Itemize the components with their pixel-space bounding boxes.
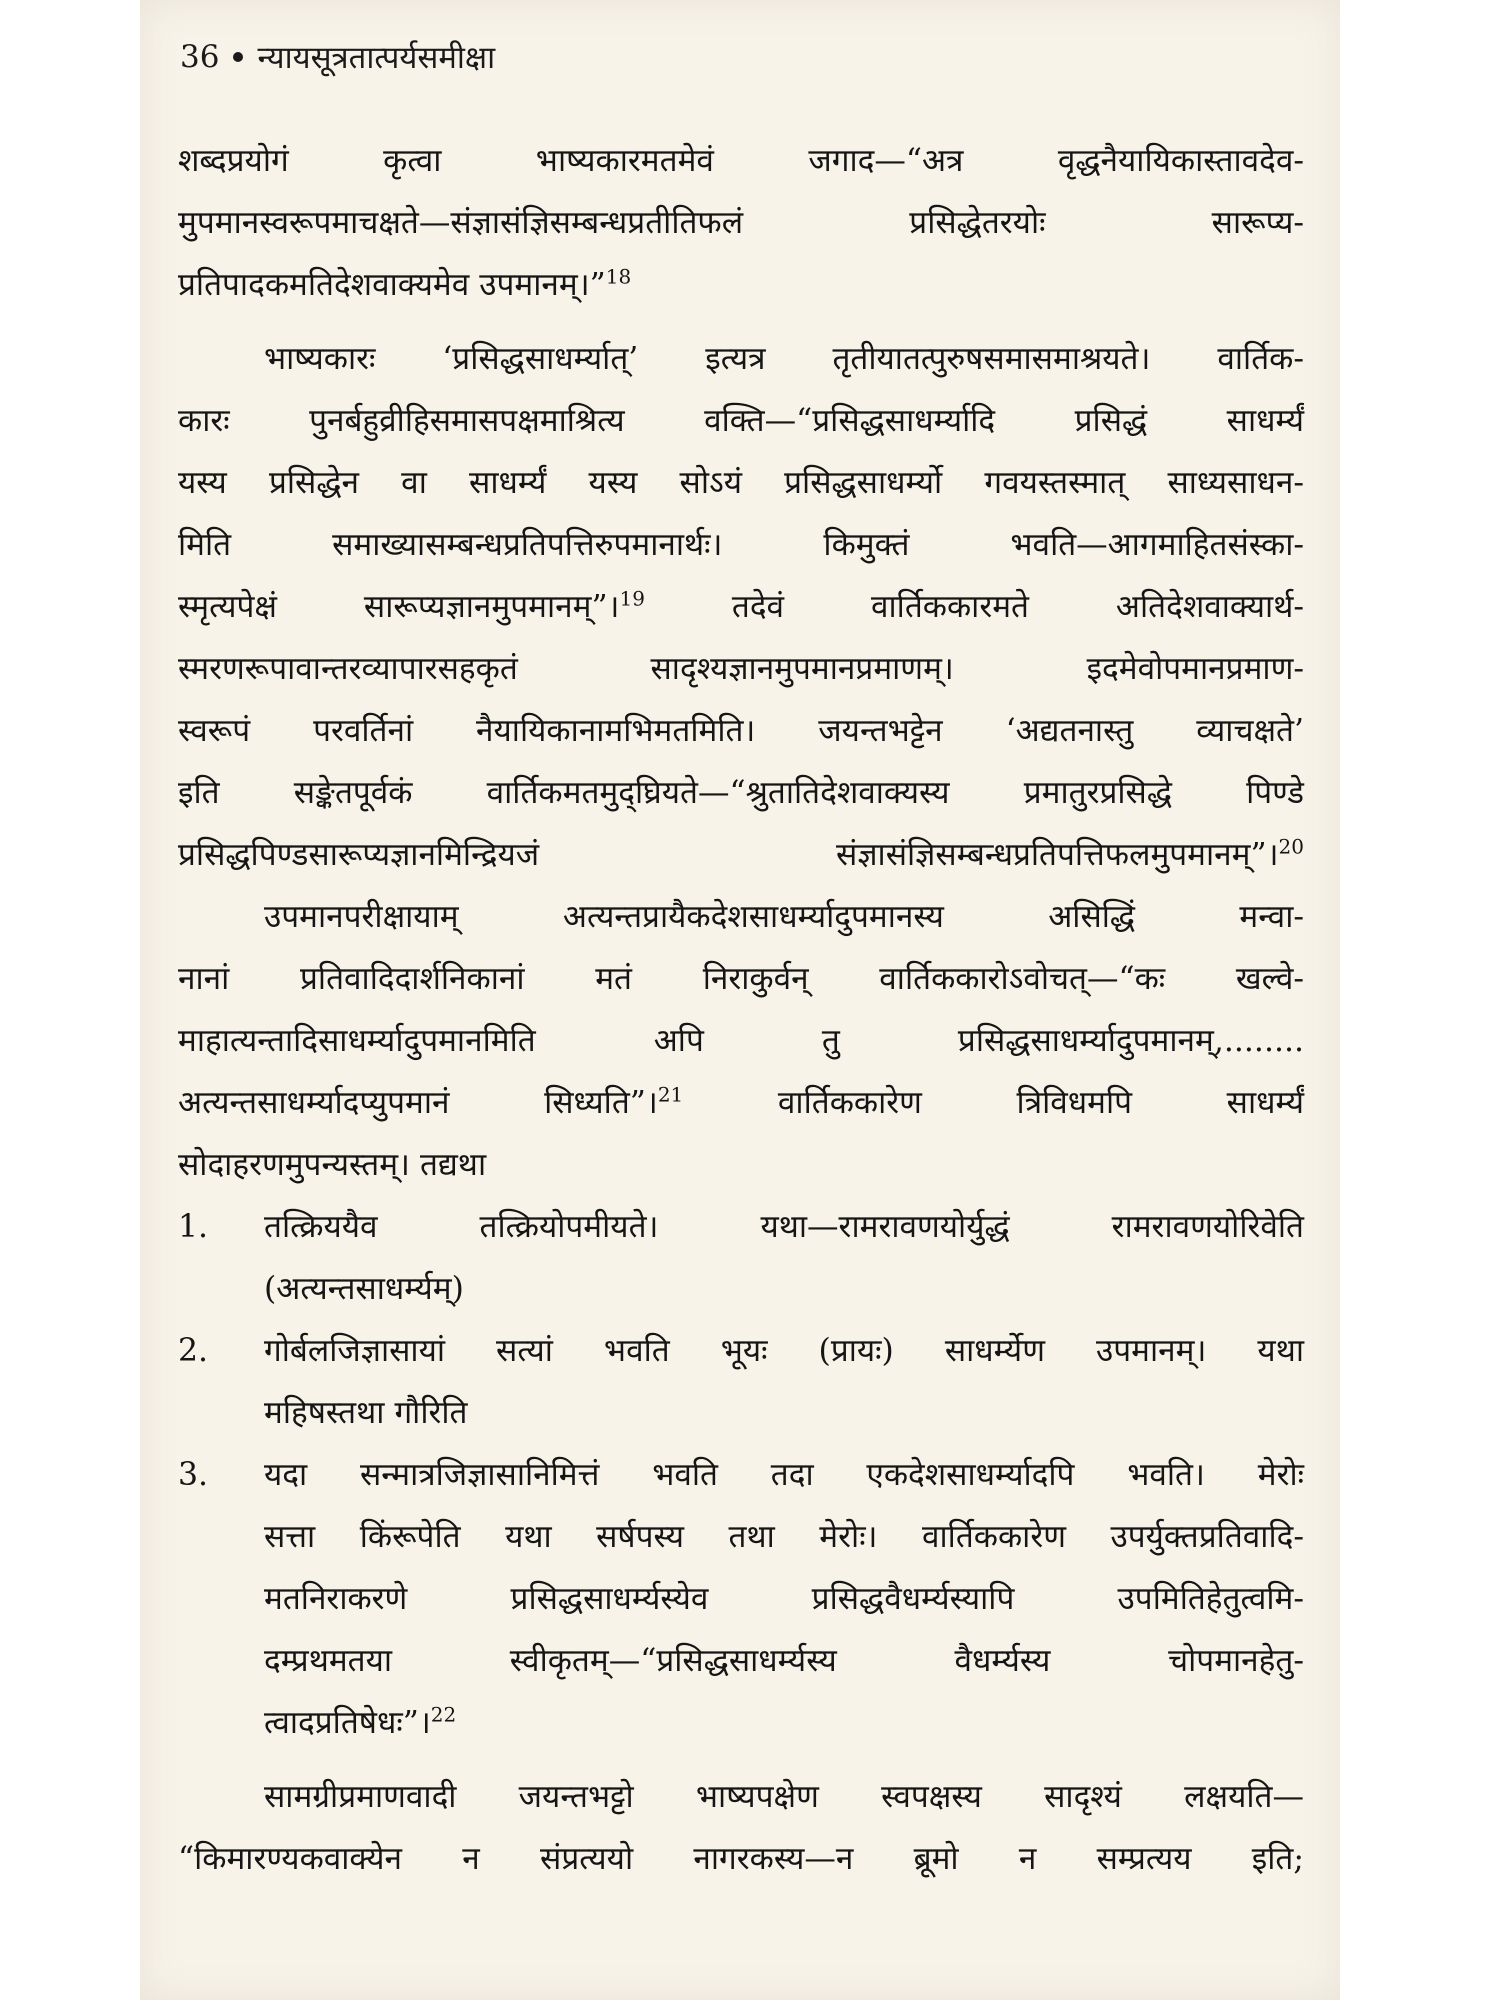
text-span: वार्तिककारेण त्रिविधमपि साधर्म्यं [683,1085,1304,1121]
page-number: 36 [180,39,220,75]
footnote-ref: 18 [605,264,632,289]
header-bullet [233,52,243,62]
paragraph-1 [178,130,1304,316]
text-line: सत्ता किंरूपेति यथा सर्षपस्य तथा मेरोः। वार्तिककारेण उपर्युक्तप्रतिवादि- [264,1519,1304,1555]
text-span: तदेवं वार्तिककारमते अतिदेशवाक्यार्थ- [644,589,1304,625]
text-line: शब्दप्रयोगं कृत्वा भाष्यकारमतमेवं जगाद—“अत्र वृद्धनैयायिकास्तावदेव- [178,143,1304,179]
paragraph-2 [178,328,1304,886]
text-line: मतनिराकरणे प्रसिद्धसाधर्म्यस्येव प्रसिद्धवैधर्म्यस्यापि उपमितिहेतुत्वमि- [264,1581,1304,1617]
text-line: माहात्यन्तादिसाधर्म्यादुपमानमिति अपि तु प्रसिद्धसाधर्म्यादुपमानम्,........ [178,1023,1304,1059]
list-number: 1. [178,1209,209,1245]
list-number: 3. [178,1457,209,1493]
text-line: तत्क्रिययैव तत्क्रियोपमीयते। यथा—रामरावणयोर्युद्धं रामरावणयोरिवेति [264,1209,1304,1245]
footnote-ref: 21 [657,1082,684,1107]
text-line: सोदाहरणमुपन्यस्तम्। तद्यथा [178,1147,487,1183]
footnote-ref: 20 [1278,834,1304,859]
text-line: स्मरणरूपावान्तरव्यापारसहकृतं सादृश्यज्ञानमुपमानप्रमाणम्। इदमेवोपमानप्रमाण- [178,651,1304,687]
text-line [178,576,1304,638]
text-span: प्रतिपादकमतिदेशवाक्यमेव उपमानम्।” [178,267,606,303]
text-line: इति सङ्केतपूर्वकं वार्तिकमतमुद्घ्रियते—“श्रुतातिदेशवाक्यस्य प्रमातुरप्रसिद्धे पिण्डे [178,775,1304,811]
text-line: यदा सन्मात्रजिज्ञासानिमित्तं भवति तदा एकदेशसाधर्म्यादपि भवति। मेरोः [264,1457,1304,1493]
text-line: सामग्रीप्रमाणवादी जयन्तभट्टो भाष्यपक्षेण स्वपक्षस्य सादृश्यं लक्षयति— [264,1779,1304,1815]
paragraph-4 [178,1766,1304,1890]
book-title: न्यायसूत्रतात्पर्यसमीक्षा [257,40,496,76]
text-line: दम्प्रथमतया स्वीकृतम्—“प्रसिद्धसाधर्म्यस्य वैधर्म्यस्य चोपमानहेतु- [264,1643,1304,1679]
text-line: यस्य प्रसिद्धेन वा साधर्म्यं यस्य सोऽयं प्रसिद्धसाधर्म्यो गवयस्तस्मात् साध्यसाधन- [178,465,1304,501]
list-item [178,1444,1304,1754]
running-header [180,36,495,78]
text-line [264,1692,1304,1754]
list-number: 2. [178,1333,209,1369]
text-line: महिषस्तथा गौरिति [264,1395,468,1431]
text-line: नानां प्रतिवादिदार्शनिकानां मतं निराकुर्वन् वार्तिककारोऽवोचत्—“कः खल्वे- [178,961,1304,997]
text-span: स्मृत्यपेक्षं सारूप्यज्ञानमुपमानम्”। [178,589,620,625]
text-line [178,1072,1304,1134]
text-line: मिति समाख्यासम्बन्धप्रतिपत्तिरुपमानार्थः। किमुक्तं भवति—आगमाहितसंस्का- [178,527,1304,563]
text-line: उपमानपरीक्षायाम् अत्यन्तप्रायैकदेशसाधर्म्यादुपमानस्य असिद्धिं मन्वा- [264,899,1304,935]
text-line: (अत्यन्तसाधर्म्यम्) [264,1271,464,1307]
text-line: कारः पुनर्बहुव्रीहिसमासपक्षमाश्रित्य वक्ति—“प्रसिद्धसाधर्म्यादि प्रसिद्धं साधर्म्यं [178,403,1304,439]
page-body [178,130,1304,1890]
text-line: “किमारण्यकवाक्येन न संप्रत्ययो नागरकस्य—न ब्रूमो न सम्प्रत्यय इति; [178,1841,1304,1877]
footnote-ref: 22 [430,1702,457,1727]
text-line: स्वरूपं परवर्तिनां नैयायिकानामभिमतमिति। जयन्तभट्टेन ‘अद्यतनास्तु व्याचक्षते’ [178,713,1304,749]
book-page [140,0,1340,2000]
paragraph-3 [178,886,1304,1196]
text-line [178,254,1304,316]
list-item [178,1320,1304,1444]
list-item [178,1196,1304,1320]
text-line: गोर्बलजिज्ञासायां सत्यां भवति भूयः (प्रायः) साधर्म्येण उपमानम्। यथा [264,1333,1304,1369]
text-line [178,824,1304,886]
text-span: अत्यन्तसाधर्म्यादप्युपमानं सिध्यति”। [178,1085,658,1121]
footnote-ref: 19 [619,586,645,611]
text-span: प्रसिद्धपिण्डसारूप्यज्ञानमिन्द्रियजं संज्ञासंज्ञिसम्बन्धप्रतिपत्तिफलमुपमानम्”। [178,837,1279,873]
text-line: मुपमानस्वरूपमाचक्षते—संज्ञासंज्ञिसम्बन्धप्रतीतिफलं प्रसिद्धेतरयोः सारूप्य- [178,205,1304,241]
text-span: त्वादप्रतिषेधः”। [264,1705,431,1741]
text-line: भाष्यकारः ‘प्रसिद्धसाधर्म्यात्’ इत्यत्र तृतीयातत्पुरुषसमासमाश्रयते। वार्तिक- [264,341,1304,377]
